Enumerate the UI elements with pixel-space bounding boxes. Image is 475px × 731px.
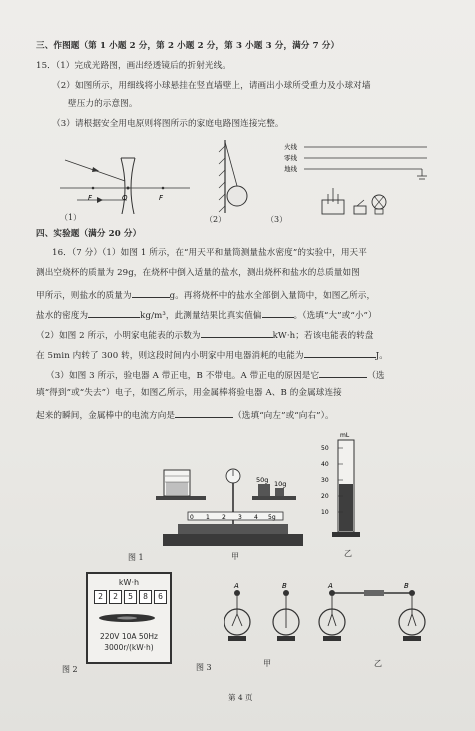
weight-10g-label: 10g (274, 480, 287, 488)
scale-tick-3: 3 (238, 514, 242, 521)
scale-tick-2: 2 (222, 514, 226, 521)
fig3-yi-label: 乙 (374, 659, 382, 668)
meter-digits (94, 590, 167, 604)
focal-right-label: F (159, 194, 164, 202)
electroscope-a-label-yi: A (328, 582, 333, 590)
q16-1-line3: 甲所示，则盐水的质量为 g。再将烧杯中的盐水全部倒入量筒中，如图乙所示， (36, 288, 375, 302)
scale-tick-0: 0 (190, 514, 194, 521)
energy-meter (86, 572, 172, 664)
answer-blank-meter-reading[interactable] (201, 328, 273, 338)
fig-label-1: （1） (60, 213, 82, 222)
lens-diagram (55, 138, 195, 214)
meter-digit: 8 (139, 590, 152, 604)
ground-wire-label: 地线 (284, 165, 297, 173)
meter-unit: kW·h (118, 578, 140, 587)
fig-label-3: （3） (266, 215, 288, 224)
q15-part2-line1: （2）如图所示，用细线将小球悬挂在竖直墙壁上，请画出小球所受重力及小球对墙 (52, 81, 371, 91)
q15-intro: 15．（1）完成光路图，画出经透镜后的折射光线。 (36, 61, 231, 71)
balance-figure (148, 458, 308, 554)
meter-constant: 3000r/(kW·h) (104, 643, 154, 652)
q16-2-line1: （2）如图 2 所示，小明家电能表的示数为 kW·h；若该电能表的转盘 (36, 328, 374, 342)
wall-ball-diagram (215, 138, 265, 218)
scale-tick-5: 5g (268, 514, 276, 521)
answer-blank-current-direction[interactable] (175, 408, 233, 418)
cylinder-tick-40: 40 (321, 461, 329, 468)
fig3-label: 图 3 (196, 663, 212, 672)
fig3-jia-label: 甲 (263, 659, 271, 668)
q16-2-line2: 在 5min 内转了 300 转，则这段时间内小明家中用电器消耗的电能为 J。 (36, 348, 388, 362)
q15-part3: （3）请根据安全用电原则将图所示的家庭电路图连接完整。 (52, 119, 284, 129)
q16-1-line1: 16．（7 分）（1）如图 1 所示，在“用天平和量筒测量盐水密度”的实验中，用天平 (52, 248, 367, 258)
q16-3-line1: （3）如图 3 所示，验电器 A 带正电，B 不带电。A 带正电的原因是它 （选 (46, 368, 385, 382)
meter-digit: 6 (154, 590, 167, 604)
page-number: 第 4 页 (228, 693, 253, 702)
fig1-jia-label: 甲 (231, 552, 239, 561)
electroscope-b-label-yi: B (404, 582, 409, 590)
answer-blank-electron[interactable] (319, 368, 367, 378)
cylinder-tick-30: 30 (321, 477, 329, 484)
answer-blank-density[interactable] (88, 308, 140, 318)
fig1-label: 图 1 (128, 553, 144, 562)
weight-50g-label: 50g (256, 476, 269, 484)
optical-center-label: O (122, 194, 128, 202)
fig1-yi-label: 乙 (344, 549, 352, 558)
fig-label-2: （2） (205, 215, 227, 224)
neutral-wire-label: 零线 (284, 154, 297, 162)
live-wire-label: 火线 (284, 143, 297, 151)
answer-blank-bias[interactable] (262, 308, 294, 318)
q16-3-line2: 填“得到”或“失去”）电子，如图乙所示，用金属棒将验电器 A、B 的金属球连接 (36, 388, 342, 398)
scale-tick-4: 4 (254, 514, 258, 521)
q15-part2-line2: 壁压力的示意图。 (68, 99, 138, 109)
cylinder-tick-10: 10 (321, 509, 329, 516)
cylinder-tick-50: 50 (321, 445, 329, 452)
meter-digit: 2 (94, 590, 107, 604)
meter-digit: 2 (109, 590, 122, 604)
scale-tick-1: 1 (206, 514, 210, 521)
meter-spec: 220V 10A 50Hz (99, 632, 158, 641)
q16-3-line3: 起来的瞬间，金属棒中的电流方向是 （选填“向左”或“向右”）。 (36, 408, 334, 422)
cylinder-unit: mL (340, 432, 350, 439)
electroscope-b-label-jia: B (282, 582, 287, 590)
answer-blank-energy[interactable] (304, 348, 376, 358)
meter-digit: 5 (124, 590, 137, 604)
graduated-cylinder (318, 428, 368, 544)
cylinder-tick-20: 20 (321, 493, 329, 500)
section3-heading: 三、作图题（第 1 小题 2 分，第 2 小题 2 分，第 3 小题 3 分，满分 7 分） (36, 41, 340, 51)
meter-disk (98, 612, 156, 624)
household-circuit-diagram (282, 138, 432, 222)
answer-blank-mass[interactable] (132, 288, 170, 298)
focal-left-label: F (88, 194, 93, 202)
fig2-label: 图 2 (62, 665, 78, 674)
section4-heading: 四、实验题（满分 20 分） (36, 229, 142, 239)
q16-1-line2: 测出空烧杯的质量为 29g，在烧杯中倒入适量的盐水，测出烧杯和盐水的总质量如图 (36, 268, 360, 278)
electroscope-a-label-jia: A (234, 582, 239, 590)
electroscopes-figure (224, 580, 430, 660)
q16-1-line4: 盐水的密度为 kg/m³，此测量结果比真实值偏 。（选填“大”或“小”） (36, 308, 377, 322)
